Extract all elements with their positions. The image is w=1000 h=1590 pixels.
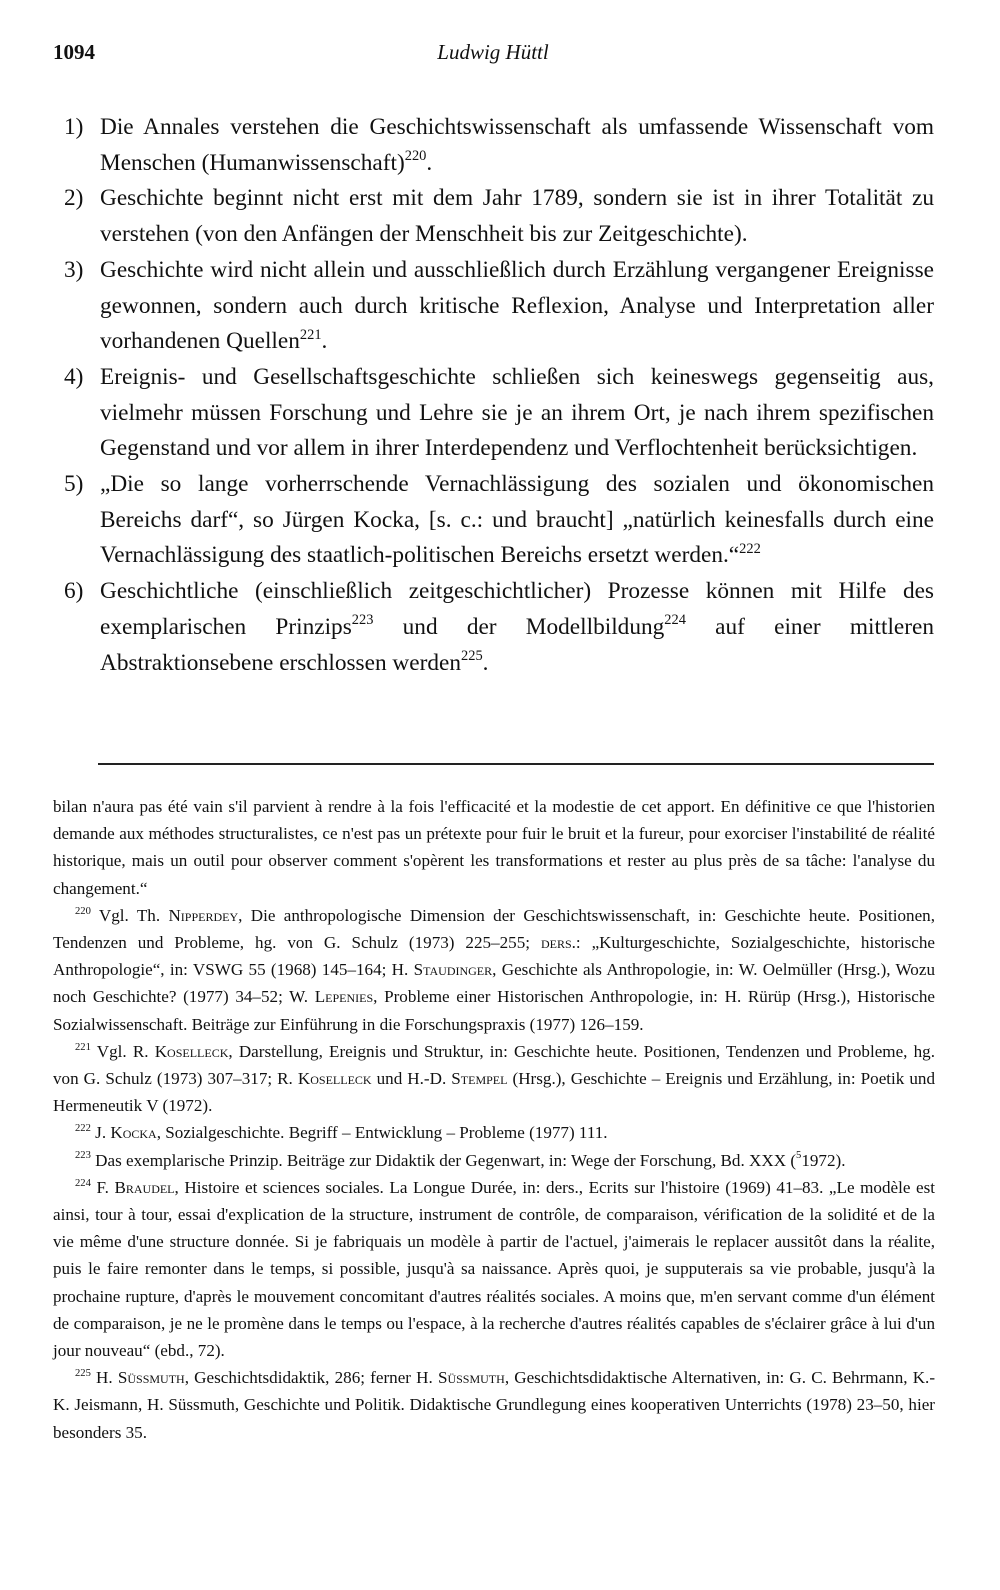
- thesis-item: 6) Geschichtliche (einschließlich zeitgeschichtlicher) Prozesse können mit Hilfe des exemplarischen Prinzips$^{223}$ und der Modellbildung$^{224}$ auf einer mittleren Abstraktionsebene erschlossen werden$^{225}$.: [64, 574, 934, 681]
- footnote-divider: [98, 763, 934, 765]
- footnote-220: $^{220}$ Vgl. Th. Nipperdey, Die anthropologische Dimension der Geschichtswissenschaft, in: Geschichte heute. Positionen, Tendenzen und Probleme, hg. von G. Schulz (1973) 225–255; ders.: „Kulturgeschichte, Sozialgeschichte, historische Anthropologie“, in: VSWG 55 (1968) 145–164; H. Staudinger, Geschichte als Anthropologie, in: W. Oelmüller (Hrsg.), Wozu noch Geschichte? (1977) 34–52; W. Lepenies, Probleme einer Historischen Anthropologie, in: H. Rürüp (Hrsg.), Historische Sozialwissenschaft. Beiträge zur Einführung in die Forschungspraxis (1977) 126–159.: [53, 905, 935, 1034]
- footnote-221: $^{221}$ Vgl. R. Koselleck, Darstellung, Ereignis und Struktur, in: Geschichte heute. Positionen, Tendenzen und Probleme, hg. von G. Schulz (1973) 307–317; R. Koselleck und H.-D. Stempel (Hrsg.), Geschichte – Ereignis und Erzählung, in: Poetik und Hermeneutik V (1972).: [53, 1041, 936, 1116]
- footnote-number: 223: [75, 1150, 91, 1162]
- footnote-ref: 220: [404, 148, 427, 165]
- author-name: Koselleck: [297, 1069, 372, 1089]
- footnote-224: $^{224}$ F. Braudel, Histoire et sciences sociales. La Longue Durée, in: ders., Ecrits sur l'histoire (1969) 41–83. „Le modèle est ainsi, tour à tour, essai d'explication de la structure, instrument de contrôle, de comparaison, vérification de la solidité et de la vie même d'une structure donnée. Si je fabriquais un modèle à partir de l'actuel, j'aimerais le replacer aussitôt dans la réalite, puis le faire remonter dans le temps, si possible, jusqu'à sa naissance. Après quoi, je supputerais sa vie probable, jusqu'à la prochaine rupture, d'après le mouvement concomitant d'autres réalités sociales. A moins que, m'en servant comme d'un élément de comparaison, je ne le promène dans le temps ou l'espace, à la recherche d'autres réalités capables de s'éclairer grâce à lui d'un jour nouveau“ (ebd., 72).: [53, 1177, 935, 1361]
- thesis-number: 4): [64, 363, 84, 390]
- footnote-number: 224: [75, 1177, 91, 1189]
- author-name: Stempel: [451, 1069, 508, 1089]
- author-name: Lepenies: [314, 987, 374, 1007]
- footnote-number: 221: [75, 1041, 91, 1053]
- thesis-item: [64, 467, 934, 574]
- page-header: [53, 40, 933, 72]
- footnote-222: $^{222}$ J. Kocka, Sozialgeschichte. Begriff – Entwicklung – Probleme (1977) 111.: [75, 1123, 608, 1143]
- thesis-item: [64, 181, 934, 252]
- running-head: Ludwig Hüttl: [437, 40, 549, 64]
- author-name: Koselleck: [154, 1041, 229, 1061]
- thesis-text: Geschichte wird nicht allein und ausschließlich durch Erzählung vergangener Ereignisse gewonnen, sondern auch durch kritische Reflexion, Analyse und Interpretation aller vorhandenen Quellen: [100, 256, 934, 355]
- numbered-theses: [64, 110, 934, 681]
- thesis-item: 1) Die Annales verstehen die Geschichtswissenschaft als umfassende Wissenschaft vom Menschen (Humanwissenschaft)$^{220}$.: [64, 110, 934, 181]
- author-name: Süssmuth: [437, 1368, 505, 1388]
- thesis-item: 3) Geschichte wird nicht allein und ausschließlich durch Erzählung vergangener Ereignisse gewonnen, sondern auch durch kritische Reflexion, Analyse und Interpretation aller vorhandenen Quellen$^{221}$.: [64, 253, 934, 360]
- thesis-text: Geschichtliche (einschließlich zeitgeschichtlicher) Prozesse können mit Hilfe des exemplarischen Prinzips: [100, 578, 934, 640]
- thesis-item: [64, 360, 934, 467]
- footnote-ref: 223: [351, 612, 374, 629]
- thesis-text: Die Annales verstehen die Geschichtswissenschaft als umfassende Wissenschaft vom Menschen (Humanwissenschaft): [100, 114, 934, 176]
- author-name: Nipperdey: [168, 905, 239, 925]
- footnote-continuation: bilan n'aura pas été vain s'il parvient à rendre à la fois l'efficacité et la modestie de cet apport. En définitive ce que l'historien demande aux méthodes structuralistes, ce n'est pas un prétexte pour fuir le bruit et la fureur, pour exorciser l'instabilité de réalité historique, mais un outil pour observer comment s'opèrent les transformations et rester au plus près de sa tâche: l'analyse du changement.“: [53, 797, 935, 898]
- author-name: Kocka: [110, 1123, 157, 1143]
- footnote-223: $^{223}$ Das exemplarische Prinzip. Beiträge zur Didaktik der Gegenwart, in: Wege der Forschung, Bd. XXX ($^5$1972).: [75, 1150, 846, 1170]
- author-name: Braudel: [114, 1177, 175, 1197]
- footnote-number: 222: [75, 1123, 91, 1135]
- author-name: ders.: [540, 933, 576, 953]
- footnote-ref: 224: [664, 612, 686, 629]
- footnote-ref: 225: [461, 648, 483, 665]
- thesis-text: Geschichte beginnt nicht erst mit dem Jahr 1789, sondern sie ist in ihrer Totalität zu verstehen (von den Anfängen der Menschheit bis zur Zeitgeschichte).: [100, 185, 934, 248]
- author-name: Staudinger: [413, 960, 493, 980]
- footnote-number: 220: [75, 905, 91, 917]
- footnote-ref: 222: [739, 540, 761, 557]
- footnote-225: $^{225}$ H. Süssmuth, Geschichtsdidaktik, 286; ferner H. Süssmuth, Geschichtsdidaktische Alternativen, in: G. C. Behrmann, K.-K. Jeismann, H. Süssmuth, Geschichte und Politik. Didaktische Grundlegung eines kooperativen Unterrichts (1978) 23–50, hier besonders 35.: [53, 1368, 936, 1442]
- page-number: 1094: [53, 40, 95, 64]
- thesis-number: 1): [64, 114, 84, 140]
- thesis-text: Ereignis- und Gesellschaftsgeschichte schließen sich keineswegs gegenseitig aus, vielmehr müssen Forschung und Lehre sie je an ihrem Ort, je nach ihrem spezifischen Gegenstand und vor allem in ihrer Interdependenz und Verflochtenheit berücksichtigen.: [100, 363, 934, 462]
- thesis-number: 2): [64, 185, 84, 212]
- footnote-number: 225: [75, 1368, 91, 1380]
- footnote-ref: 221: [299, 326, 322, 343]
- footnotes: [53, 793, 935, 1446]
- thesis-number: 3): [64, 256, 84, 283]
- thesis-text: „Die so lange vorherrschende Vernachlässigung des sozialen und ökonomischen Bereichs darf“, so Jürgen Kocka, [s. c.: und braucht] „natürlich keinesfalls durch eine Vernachlässigung des staatlich-politischen Bereichs ersetzt werden.“: [100, 471, 934, 569]
- edition-number: 5: [796, 1150, 802, 1162]
- thesis-number: 5): [64, 471, 84, 498]
- author-name: Süssmuth: [117, 1368, 185, 1388]
- thesis-number: 6): [64, 578, 84, 605]
